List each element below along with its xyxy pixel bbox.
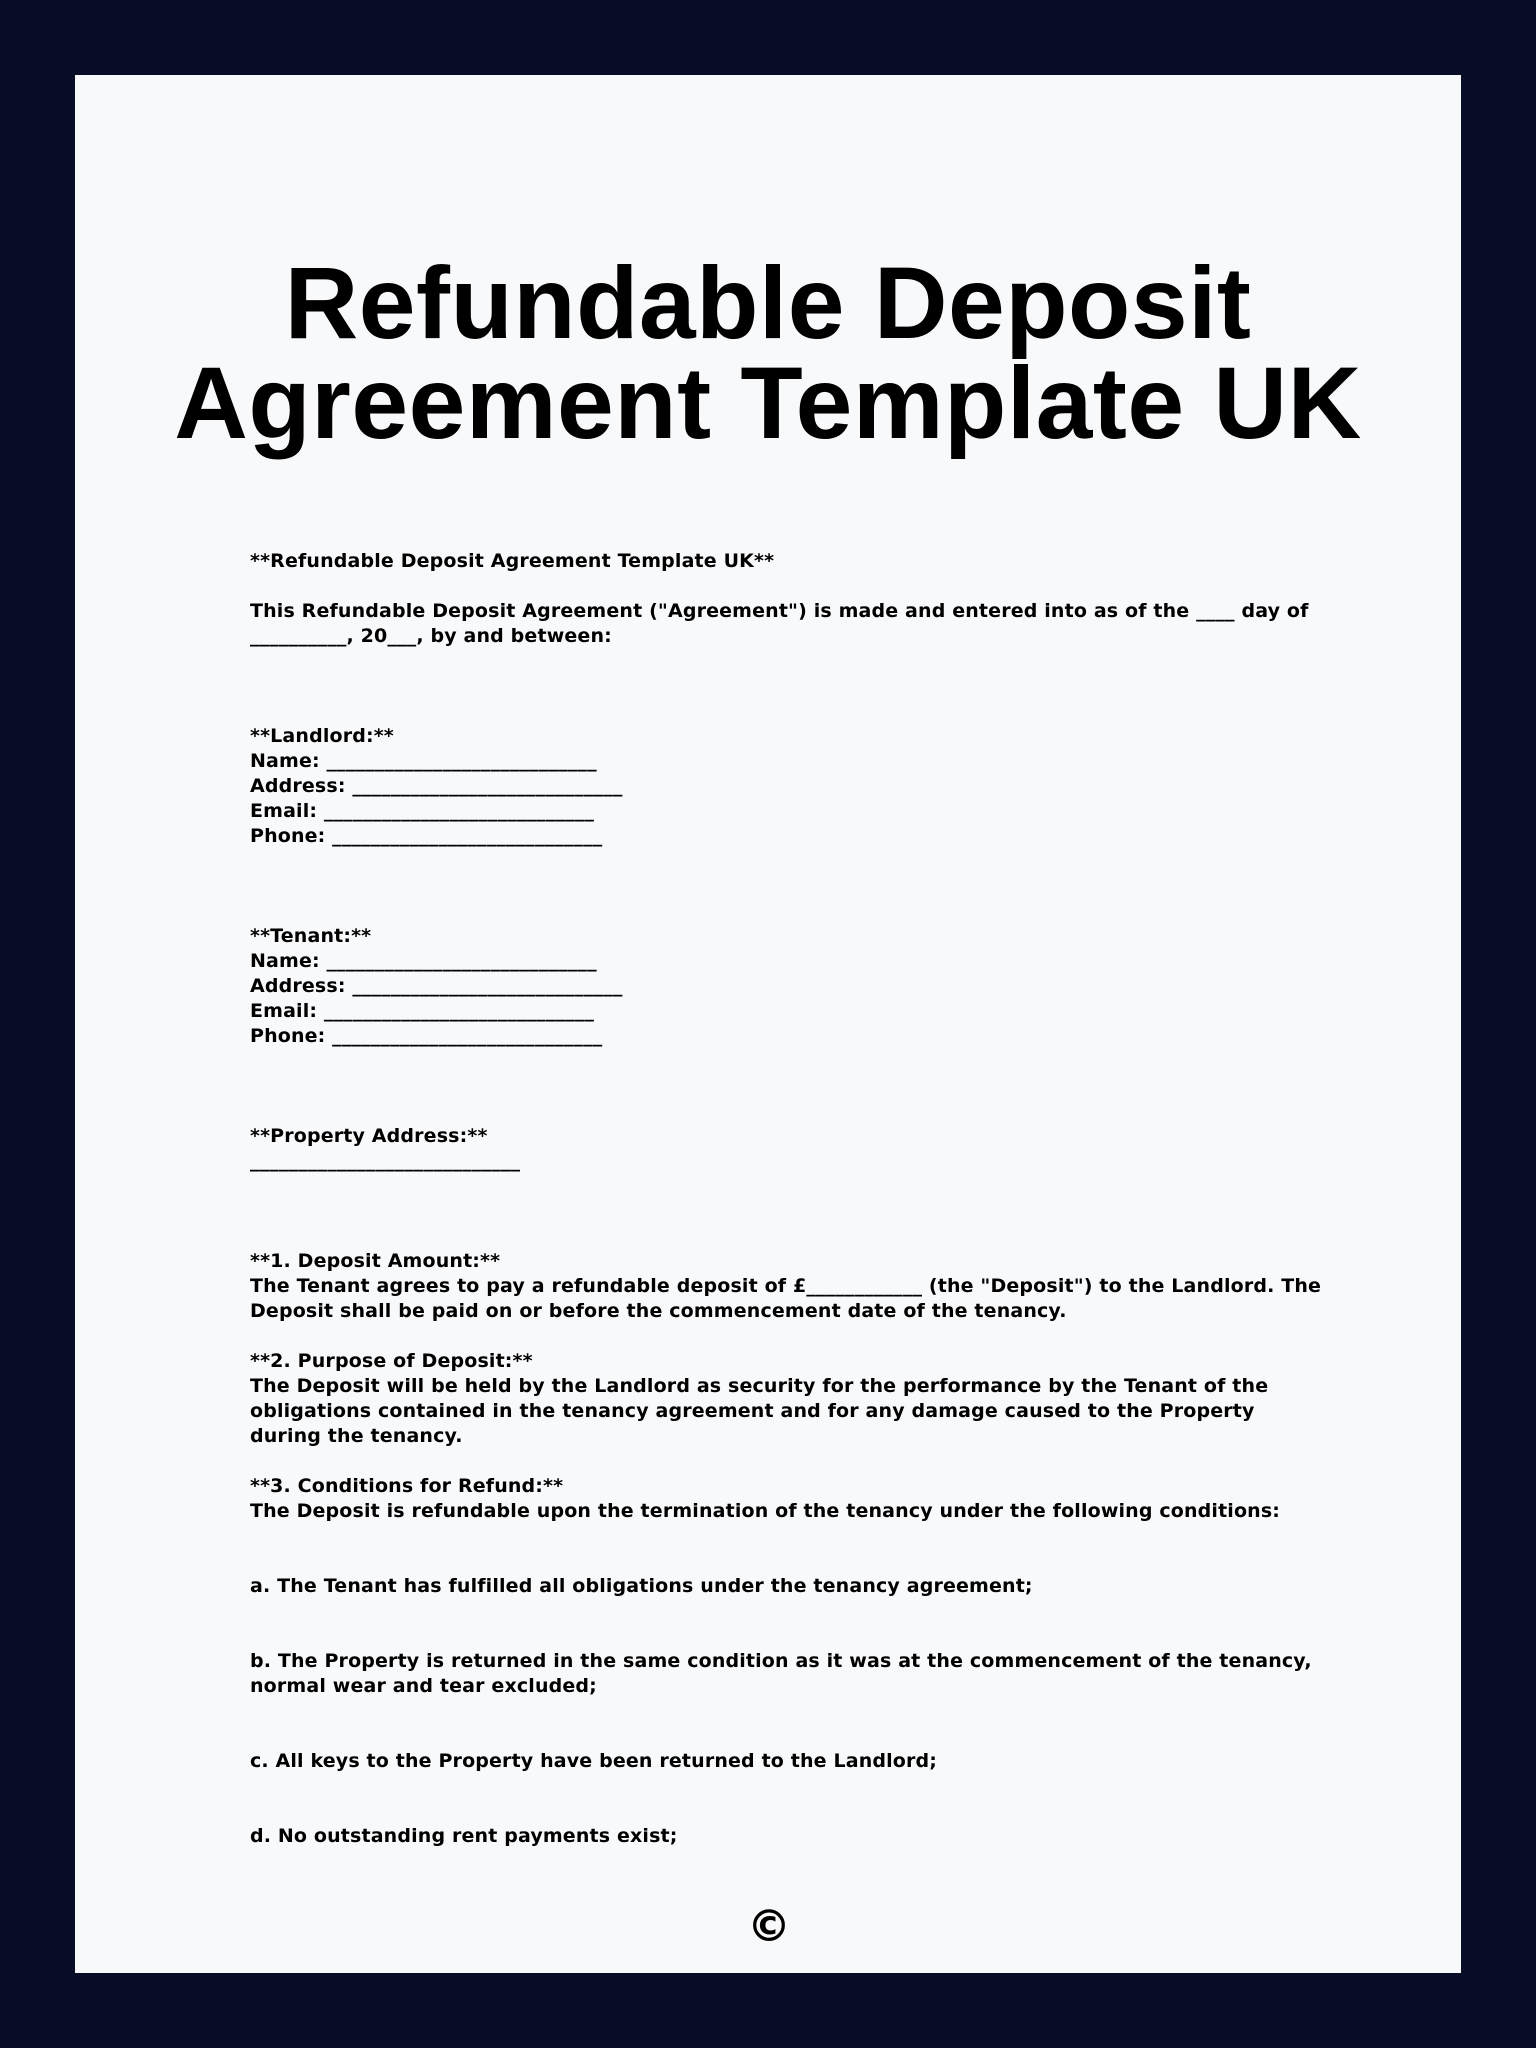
agreement-heading: **Refundable Deposit Agreement Template UK** [250, 550, 775, 572]
property-address-field[interactable]: ____________________________ [250, 1150, 521, 1172]
condition-item-c: c. All keys to the Property have been returned to the Landlord; [250, 1750, 938, 1772]
landlord-block [250, 724, 1330, 849]
section-heading: **3. Conditions for Refund:** [250, 1475, 564, 1497]
tenant-address-field[interactable]: Address: ____________________________ [250, 975, 623, 997]
tenant-block [250, 924, 1330, 1049]
tenant-phone-field[interactable]: Phone: ____________________________ [250, 1025, 603, 1047]
document-body [250, 549, 1330, 1849]
landlord-address-field[interactable]: Address: ____________________________ [250, 775, 623, 797]
tenant-email-field[interactable]: Email: ____________________________ [250, 1000, 595, 1022]
section-text: The Tenant agrees to pay a refundable deposit of £____________ (the "Deposit") to the Landlord. The Deposit shall be paid on or before the commencement date of the tenancy. [250, 1275, 1322, 1322]
intro-line-1: This Refundable Deposit Agreement ("Agreement") is made and entered into as of the ____ day of [250, 600, 1309, 622]
property-block [250, 1124, 1330, 1174]
condition-item-b: b. The Property is returned in the same condition as it was at the commencement of the tenancy, normal wear and tear excluded; [250, 1650, 1312, 1697]
section-text: The Deposit is refundable upon the termination of the tenancy under the following conditions: [250, 1500, 1281, 1522]
section-heading: **1. Deposit Amount:** [250, 1250, 501, 1272]
copyright-icon: © [747, 1901, 791, 1952]
landlord-email-field[interactable]: Email: ____________________________ [250, 800, 595, 822]
property-heading: **Property Address:** [250, 1125, 488, 1147]
section-deposit-amount [250, 1249, 1330, 1324]
condition-item-a: a. The Tenant has fulfilled all obligations under the tenancy agreement; [250, 1575, 1033, 1597]
condition-item-d: d. No outstanding rent payments exist; [250, 1825, 678, 1847]
tenant-name-field[interactable]: Name: ____________________________ [250, 950, 597, 972]
intro-line-2: __________, 20___, by and between: [250, 625, 612, 647]
section-purpose-of-deposit [250, 1349, 1330, 1449]
section-heading: **2. Purpose of Deposit:** [250, 1350, 533, 1372]
section-text: The Deposit will be held by the Landlord as security for the performance by the Tenant of the obligations contained in the tenancy agreement and for any damage caused to the Property during the tenancy. [250, 1375, 1269, 1447]
document-page [75, 75, 1461, 1973]
landlord-name-field[interactable]: Name: ____________________________ [250, 750, 597, 772]
tenant-heading: **Tenant:** [250, 925, 372, 947]
landlord-phone-field[interactable]: Phone: ____________________________ [250, 825, 603, 847]
document-title-line-2: Agreement Template UK [174, 346, 1362, 460]
document-title [75, 246, 1461, 460]
document-title-line-1: Refundable Deposit [284, 246, 1252, 360]
landlord-heading: **Landlord:** [250, 725, 394, 747]
section-conditions-for-refund [250, 1474, 1330, 1524]
